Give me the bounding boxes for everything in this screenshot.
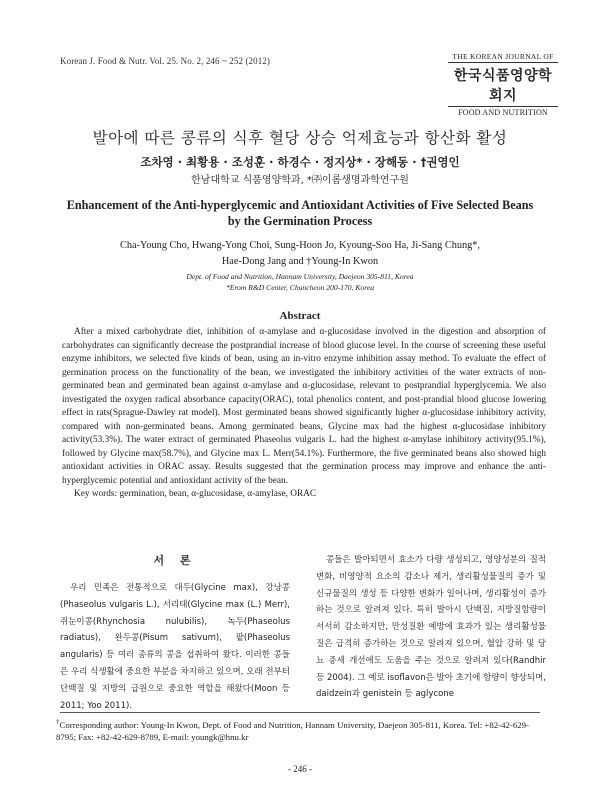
abstract-heading: Abstract	[279, 310, 321, 322]
korean-authors: 조차영 · 최황용 · 조성훈 · 하경수 · 정지상* · 장해동 · †권영인	[140, 155, 460, 169]
keywords: Key words: germination, bean, α-glucosidase, α-amylase, ORAC	[74, 489, 317, 499]
english-affiliation-line2: *Erom R&D Center, Chuncheon 200-170, Korea	[225, 283, 375, 292]
english-title-line2: by the Germination Process	[227, 214, 373, 228]
english-authors-line2: Hae-Dong Jang and †Young-In Kwon	[221, 256, 379, 267]
journal-name-en-top: THE KOREAN JOURNAL OF	[448, 52, 558, 63]
footnote	[56, 716, 546, 744]
korean-affiliation: 한남대학교 식품영양학과, *㈜이롬생명과학연구원	[191, 175, 409, 186]
intro-left-column	[60, 552, 290, 714]
footnote-text: Corresponding author: Young-In Kwon, Dept. of Food and Nutrition, Hannam University, Daejeon 305-811, Korea. Tel: +82-42-629-8795; Fax: +82-42-629-8789, E-mail: youngk@hnu.kr	[56, 719, 529, 743]
journal-name-en-bottom: FOOD AND NUTRITION	[448, 106, 558, 117]
intro-right-column	[316, 552, 546, 703]
intro-left-paragraph: 우리 민족은 전통적으로 대두(Glycine max), 강낭콩(Phaseolus vulgaris L.), 서리태(Glycine max (L.) Merr), 쥐눈이콩(Rhynchosia nulubilis), 녹두(Phaseolus radiatus), 완두콩(Pisum sativum), 팥(Phaseolus angularis) 등 여러 종류의 콩을 섭취하여 왔다. 이러한 콩들은 우리 식생활에 중요한 부분을 차지하고 있으며, 오래 전부터 단백질 및 지방의 급원으로 중요한 역할을 해왔다(Moon 등 2011; Yoo 2011).	[60, 583, 290, 711]
english-title	[0, 197, 600, 229]
english-affiliation	[0, 271, 600, 293]
journal-citation: Korean J. Food & Nutr. Vol. 25. No. 2, 246 ~ 252 (2012)	[60, 56, 271, 66]
english-affiliation-line1: Dept. of Food and Nutrition, Hannam University, Daejeon 305-811, Korea	[186, 272, 414, 281]
abstract-body: After a mixed carbohydrate diet, inhibition of α-amylase and α-glucosidase involved in the digestion and absorption of carbohydrates can significantly decrease the postprandial increase of blood glucose level. In the course of screening these useful enzyme inhibitors, we selected five kinds of bean, using an in-vitro enzyme inhibition assay method. To evaluate the effect of germination process on the functionality of the bean, we investigated the inhibitory activities of the water extracts of non-germinated bean and germinated bean against α-amylase and α-glucosidase, relevant to postprandial hyperglycemia. We also investigated the oxygen radical absorbance capacity(ORAC), total phenolics content, and post-prandial blood glucose lowering effect in rats(Sprague-Dawley rat model). Most germinated beans showed significantly higher α-glucosidase inhibitory activity, compared with non-germinated beans. Among germinated beans, Glycine max had the highest α-glucosidase inhibitory activity(53.3%). The water extract of germinated Phaseolus vulgaris L. had the highest α-amylase inhibitory activity(95.1%), followed by Glycine max(58.7%), and Glycine max L. Merr(54.1%). Furthermore, the five germinated beans also showed high antioxidant activities in ORAC assay. Results suggested that the germination process may improve and enhance the anti-hyperglycemic potential and antioxidant activity of the bean.	[62, 327, 546, 486]
english-authors	[0, 238, 600, 270]
page-number: - 246 -	[288, 764, 312, 774]
journal-logo	[448, 52, 558, 117]
abstract	[62, 326, 546, 502]
intro-heading: 서 론	[153, 554, 197, 567]
footnote-divider	[60, 712, 540, 713]
intro-right-paragraph: 콩들은 발아되면서 효소가 다량 생성되고, 영양성분의 질적 변화, 비영양적 요소의 감소나 제거, 생리활성물질의 증가 및 신규물질의 생성 등 다양한 변화가 일어나며, 생리활성이 증가하는 것으로 알려져 있다. 특히 발아시 단백질, 지방질함량이 서서히 감소하지만, 만성질환 예방에 효과가 있는 생리활성물질은 급격히 증가하는 것으로 알려져 있으며, 혈압 강하 및 당뇨 증세 개선에도 도움을 주는 것으로 알려져 있다(Randhir 등 2004). 그 예로 isoflavon은 발아 초기에 함량이 향상되며, daidzein과 genistein 등 aglycone	[316, 555, 546, 700]
footnote-symbol: †	[56, 718, 60, 726]
korean-title: 발아에 따른 콩류의 식후 혈당 상승 억제효능과 항산화 활성	[92, 129, 508, 147]
journal-name-kr: 한국식품영양학회지	[453, 68, 553, 104]
english-title-line1: Enhancement of the Anti-hyperglycemic and Antioxidant Activities of Five Selected Beans	[66, 198, 534, 212]
english-authors-line1: Cha-Young Cho, Hwang-Yong Choi, Sung-Hoon Jo, Kyoung-Soo Ha, Ji-Sang Chung*,	[119, 240, 481, 251]
